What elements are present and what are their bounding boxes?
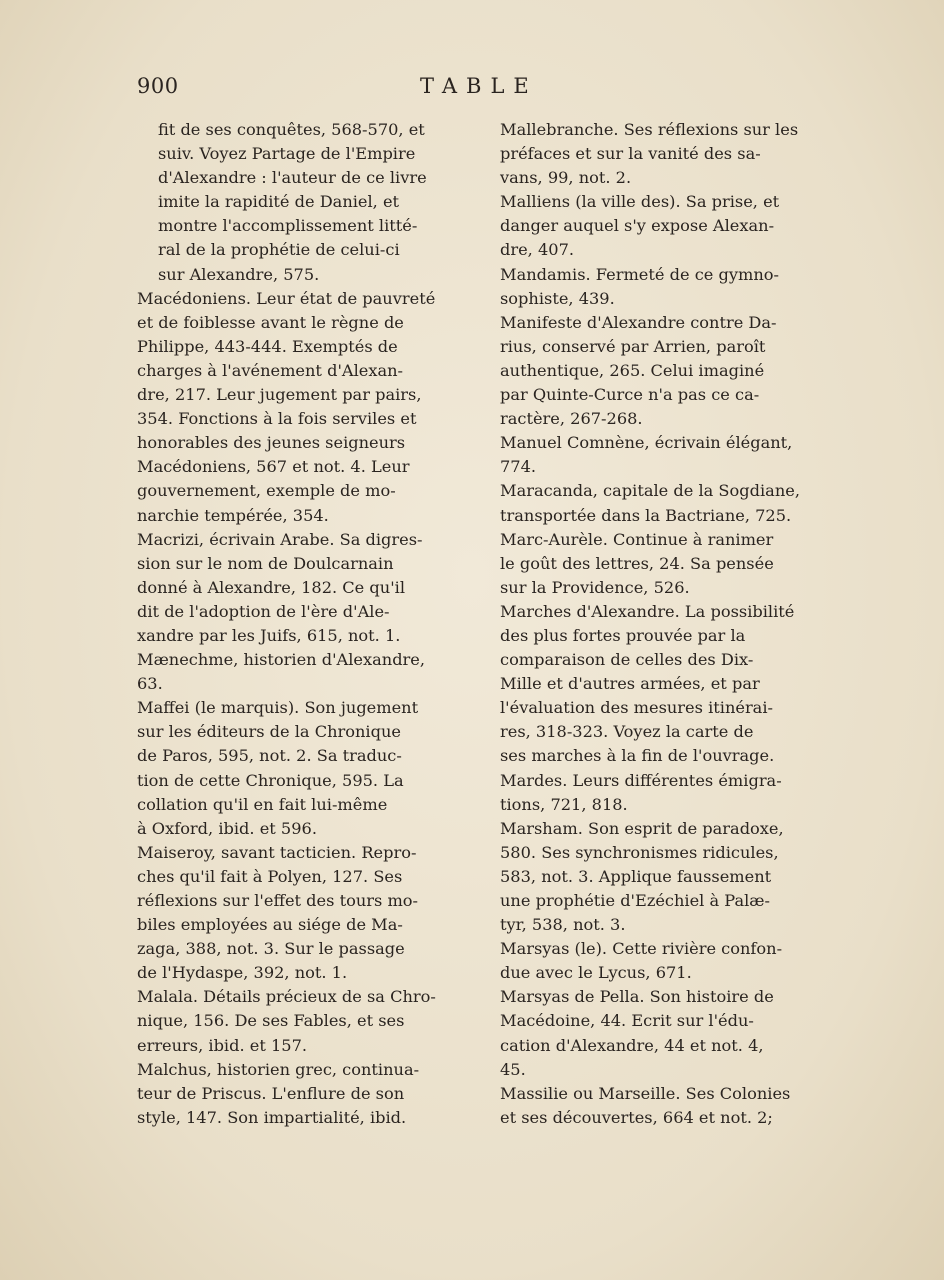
entry-line: zaga, 388, not. 3. Sur le passage: [137, 939, 405, 959]
entry-line: style, 147. Son impartialité, ibid.: [137, 1107, 407, 1127]
entry-line: sur les éditeurs de la Chronique: [137, 722, 401, 742]
entry-line: à Oxford, ibid. et 596.: [137, 818, 317, 838]
index-entry: [500, 190, 826, 262]
entry-line: l'évaluation des mesures itinérai-: [500, 698, 773, 718]
entry-line: une prophétie d'Ezéchiel à Palæ-: [500, 891, 770, 910]
entry-line: Mænechme, historien d'Alexandre,: [137, 650, 426, 670]
index-entry: [137, 648, 465, 696]
entry-line: 583, not. 3. Applique faussement: [500, 866, 772, 886]
entry-line: suiv. Voyez Partage de l'Empire: [158, 144, 416, 164]
entry-line: authentique, 265. Celui imaginé: [500, 360, 765, 380]
entry-line: Manifeste d'Alexandre contre Da-: [500, 312, 777, 332]
entry-line: préfaces et sur la vanité des sa-: [500, 144, 761, 164]
entry-line: 774.: [500, 457, 537, 477]
entry-line: de Paros, 595, not. 2. Sa traduc-: [137, 746, 402, 766]
entry-line: sur la Providence, 526.: [500, 577, 690, 597]
entry-line: xandre par les Juifs, 615, not. 1.: [137, 625, 401, 645]
entry-line: Massilie ou Marseille. Ses Colonies: [500, 1083, 791, 1103]
entry-line: Mandamis. Fermeté de ce gymno-: [500, 264, 779, 284]
entry-line: ral de la prophétie de celui-ci: [158, 240, 400, 260]
entry-line: charges à l'avénement d'Alexan-: [137, 360, 404, 380]
entry-line: due avec le Lycus, 671.: [500, 963, 692, 983]
entry-line: sophiste, 439.: [500, 288, 615, 308]
entry-line: 45.: [500, 1059, 526, 1079]
entry-line: danger auquel s'y expose Alexan-: [500, 216, 775, 236]
entry-line: Maffei (le marquis). Son jugement: [137, 698, 419, 718]
entry-line: tyr, 538, not. 3.: [500, 915, 626, 935]
entry-line: Philippe, 443-444. Exemptés de: [137, 336, 398, 356]
entry-line: Marches d'Alexandre. La possibilité: [500, 601, 795, 621]
entry-line: Macédoine, 44. Ecrit sur l'édu-: [500, 1011, 754, 1031]
index-entry: [500, 1082, 826, 1130]
entry-line: sur Alexandre, 575.: [158, 264, 320, 284]
entry-line: ches qu'il fait à Polyen, 127. Ses: [137, 866, 403, 886]
entry-line: Macrizi, écrivain Arabe. Sa digres-: [137, 529, 423, 549]
entry-line: imite la rapidité de Daniel, et: [158, 192, 400, 212]
index-entry: [137, 287, 465, 528]
entry-line: honorables des jeunes seigneurs: [137, 433, 406, 453]
index-entry-continued: [137, 118, 465, 287]
index-entry: [500, 817, 826, 937]
entry-line: Malchus, historien grec, continua-: [137, 1059, 420, 1079]
entry-line: teur de Priscus. L'enflure de son: [137, 1083, 405, 1103]
entry-line: Marsyas de Pella. Son histoire de: [500, 987, 774, 1007]
entry-line: rius, conservé par Arrien, paroît: [500, 336, 766, 356]
index-column-left: [137, 118, 465, 1130]
entry-line: Marsyas (le). Cette rivière confon-: [500, 939, 783, 959]
entry-line: ractère, 267-268.: [500, 409, 643, 429]
entry-line: ses marches à la fin de l'ouvrage.: [500, 746, 775, 766]
entry-line: dit de l'adoption de l'ère d'Ale-: [137, 601, 390, 621]
entry-line: Macédoniens. Leur état de pauvreté: [137, 288, 436, 308]
entry-line: montre l'accomplissement litté-: [158, 216, 418, 236]
index-entry: [137, 841, 465, 986]
entry-line: d'Alexandre : l'auteur de ce livre: [158, 168, 427, 188]
entry-line: cation d'Alexandre, 44 et not. 4,: [500, 1035, 764, 1055]
entry-line: collation qu'il en fait lui-même: [137, 794, 388, 814]
index-entry: [500, 479, 826, 527]
entry-line: 354. Fonctions à la fois serviles et: [137, 409, 417, 429]
entry-line: Manuel Comnène, écrivain élégant,: [500, 433, 793, 453]
page-number: 900: [137, 74, 179, 98]
index-entry: [500, 311, 826, 431]
entry-line: et ses découvertes, 664 et not. 2;: [500, 1107, 773, 1127]
entry-line: gouvernement, exemple de mo-: [137, 481, 396, 501]
entry-line: sion sur le nom de Doulcarnain: [137, 553, 394, 573]
index-entry: [137, 696, 465, 841]
index-entry: [500, 118, 826, 190]
entry-line: 63.: [137, 674, 163, 694]
index-entry: [500, 431, 826, 479]
entry-line: fit de ses conquêtes, 568-570, et: [158, 120, 425, 139]
index-entry: [500, 600, 826, 769]
entry-line: 580. Ses synchronismes ridicules,: [500, 842, 779, 862]
entry-line: de l'Hydaspe, 392, not. 1.: [137, 963, 348, 983]
entry-line: Maiseroy, savant tacticien. Repro-: [137, 842, 417, 862]
entry-line: dre, 217. Leur jugement par pairs,: [137, 385, 422, 405]
index-entry: [500, 985, 826, 1081]
running-title: TABLE: [420, 74, 538, 98]
entry-line: res, 318-323. Voyez la carte de: [500, 722, 754, 742]
entry-line: tions, 721, 818.: [500, 794, 628, 814]
entry-line: Mardes. Leurs différentes émigra-: [500, 770, 782, 790]
index-column-right: [500, 118, 826, 1130]
entry-line: par Quinte-Curce n'a pas ce ca-: [500, 385, 760, 405]
index-entry: [500, 769, 826, 817]
entry-line: dre, 407.: [500, 240, 575, 260]
entry-line: nique, 156. De ses Fables, et ses: [137, 1011, 405, 1031]
entry-line: réflexions sur l'effet des tours mo-: [137, 891, 419, 910]
index-entry: [137, 528, 465, 648]
index-entry: [500, 528, 826, 600]
entry-line: Malala. Détails précieux de sa Chro-: [137, 987, 436, 1007]
entry-line: des plus fortes prouvée par la: [500, 625, 746, 645]
entry-line: comparaison de celles des Dix-: [500, 650, 754, 670]
entry-line: Malliens (la ville des). Sa prise, et: [500, 192, 780, 212]
entry-line: transportée dans la Bactriane, 725.: [500, 505, 792, 525]
entry-line: Mille et d'autres armées, et par: [500, 674, 760, 694]
entry-line: Mallebranche. Ses réflexions sur les: [500, 120, 799, 139]
entry-line: et de foiblesse avant le règne de: [137, 312, 404, 332]
entry-line: narchie tempérée, 354.: [137, 505, 329, 525]
entry-line: Macédoniens, 567 et not. 4. Leur: [137, 457, 410, 477]
index-entry: [137, 985, 465, 1057]
index-entry: [137, 1058, 465, 1130]
entry-line: Maracanda, capitale de la Sogdiane,: [500, 481, 800, 501]
entry-line: le goût des lettres, 24. Sa pensée: [500, 553, 774, 573]
entry-line: erreurs, ibid. et 157.: [137, 1035, 308, 1055]
entry-line: Marsham. Son esprit de paradoxe,: [500, 818, 784, 838]
entry-line: donné à Alexandre, 182. Ce qu'il: [137, 577, 405, 597]
index-entry: [500, 937, 826, 985]
entry-line: biles employées au siége de Ma-: [137, 915, 403, 935]
entry-line: tion de cette Chronique, 595. La: [137, 770, 404, 790]
entry-line: Marc-Aurèle. Continue à ranimer: [500, 529, 774, 549]
entry-line: vans, 99, not. 2.: [500, 168, 632, 188]
index-entry: [500, 263, 826, 311]
